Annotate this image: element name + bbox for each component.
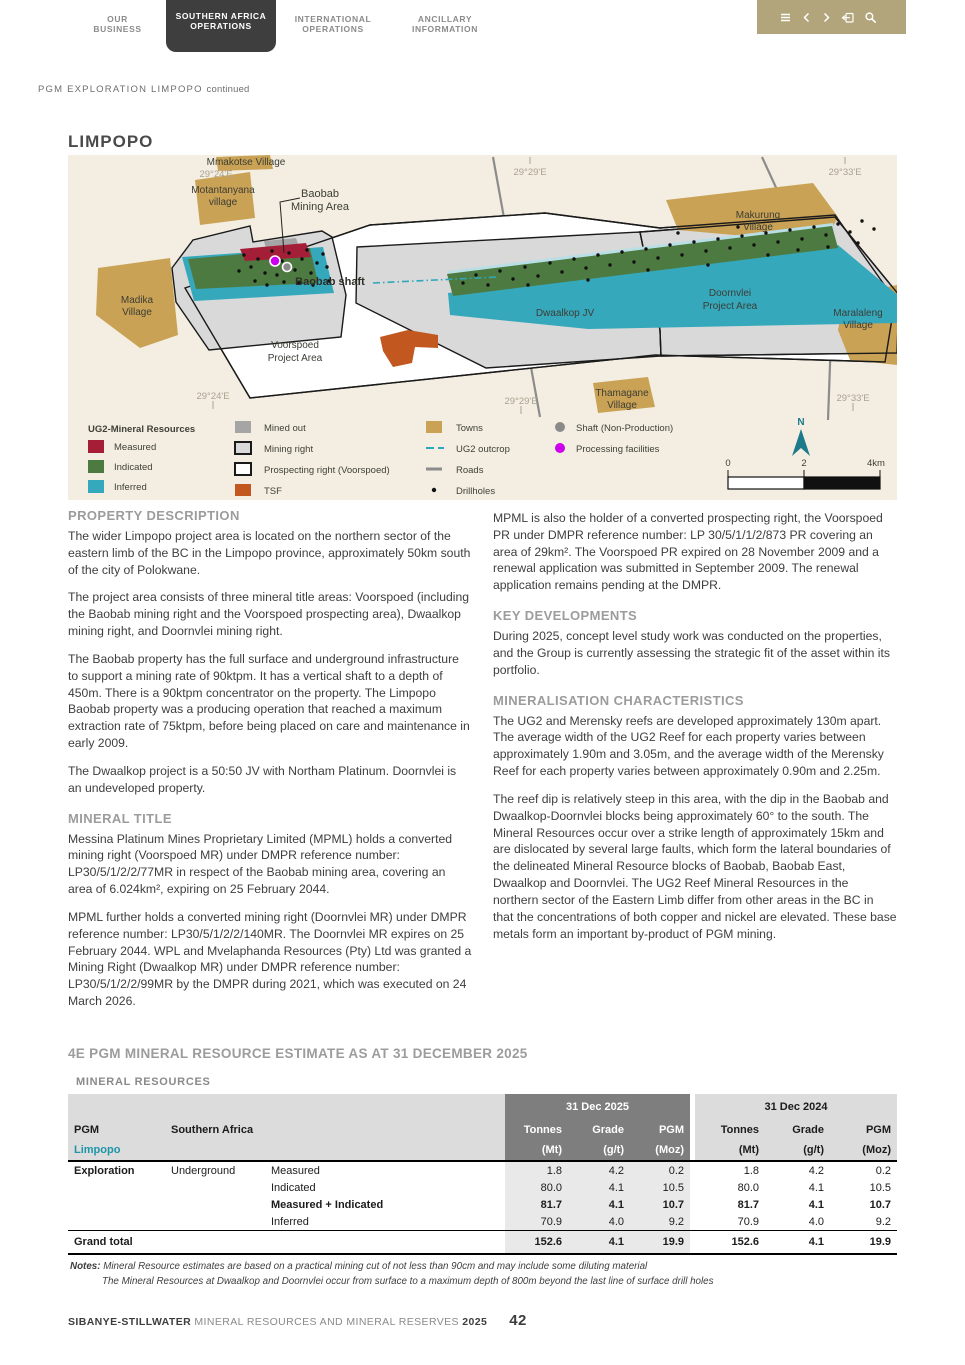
legend-header-ug2: UG2-Mineral Resources [88,424,196,435]
chevron-left-icon[interactable] [801,11,812,24]
legend-swatch-inferred [88,480,104,493]
property-description-p4: The Dwaalkop project is a 50:50 JV with Northam Platinum. Doornvlei is an undeveloped property. [68,763,457,795]
legend-label-processing: Processing facilities [576,444,660,455]
header-tonnes-2025: Tonnes [505,1120,568,1140]
header-31-dec-2024: 31 Dec 2024 [695,1094,897,1120]
mineral-title-p2: MPML further holds a converted mining right (Doornvlei MR) under DMPR reference number: LP30/5/1/2/2/140MR. The Doornvlei MR expires on 25 February 2044. WPL and Mvelaphanda Resources (Pty) Ltd was granted a Mining Right (Dwaalkop MR) under DMPR reference number: LP30/5/1/2/2/99MR by the DMPR during 2021, which was executed on 24 March 2026. [68,909,472,1009]
header-limpopo: Limpopo [68,1140,165,1161]
label-doornvlei-2: Project Area [702,301,758,312]
header-tonnes-2024: Tonnes [695,1120,765,1140]
label-makurung-1: Makurung [735,210,781,221]
cell-mining-type [165,1196,265,1213]
cell-value: 9.2 [830,1213,897,1231]
legend-label-tsf: TSF [264,486,282,497]
right-column [493,508,897,1021]
property-description-p1: The wider Limpopo project area is located on the northern sector of the eastern limb of the BC in the Limpopo province, approximately 50km south of the city of Polokwane. [68,529,471,577]
cell-value: 4.2 [808,1164,824,1177]
label-voorspoed-2: Project Area [267,353,323,364]
menu-icon[interactable] [779,11,792,24]
table-row [68,1196,897,1213]
cell-value: 152.6 [505,1231,568,1255]
breadcrumb [38,84,250,95]
label-madika-1: Madika [120,295,154,306]
header-pgm-2024: PGM [830,1120,897,1140]
cell-value: 4.0 [765,1213,830,1231]
label-mmakotse-village: Mmakotse Village [206,157,286,168]
table-row [68,1161,897,1179]
processing-facility-marker [270,256,280,266]
header-empty-4 [265,1140,360,1161]
note-text-1: Mineral Resource estimates are based on a practical mining cut of not less than 90cm and may include some diluting material [103,1261,648,1272]
legend-label-measured: Measured [114,442,157,453]
legend-swatch-indicated [88,460,104,473]
legend-swatch-mining-right [235,442,251,454]
cell-value: 10.7 [630,1196,690,1213]
label-baobab-area-2: Mining Area [290,201,350,213]
label-doornvlei-1: Doornvlei [708,288,752,299]
label-lon-29-top: 29°29'E [513,167,547,178]
cell-mining-type [165,1213,265,1231]
table-units-header-row [68,1140,897,1161]
header-pgm-2025: PGM [630,1120,690,1140]
cell-value: 1.8 [743,1164,759,1177]
left-column [68,508,472,1021]
cell-value: 4.1 [568,1196,630,1213]
mineral-title-p1: Messina Platinum Mines Proprietary Limited (MPML) holds a converted mining right (Voorspoed MR) under DMPR reference number: LP30/5/1/2/2/77MR in respect of the Baobab mining area, covering an area of 6.024km², expiring on 25 February 2044. [68,831,453,897]
label-madika-2: Village [122,307,152,318]
label-motantanyana-1: Motantanyana [191,185,255,196]
cell-value: 4.1 [808,1181,824,1194]
legend-swatch-measured [88,440,104,453]
header-moz-2024: (Moz) [830,1140,897,1161]
north-arrow-label: N [797,417,805,428]
heading-mineralisation: MINERALISATION CHARACTERISTICS [493,692,744,708]
limpopo-map [68,155,897,500]
legend-swatch-prospecting-right [235,463,251,475]
footer-brand: SIBANYE-STILLWATER [68,1316,192,1328]
cell-classification: Indicated [271,1181,316,1194]
cell-value: 10.5 [630,1179,690,1196]
scale-two: 2 [801,458,807,469]
cell-value: 4.1 [808,1198,824,1211]
header-grade-2025: Grade [568,1120,630,1140]
cell-category [68,1179,165,1196]
legend-label-towns: Towns [456,423,483,434]
legend-swatch-shaft [555,422,565,432]
cell-grand-total-label: Grand total [68,1231,505,1255]
tab-international-operations[interactable]: INTERNATIONAL OPERATIONS [294,14,372,34]
legend-swatch-processing [555,443,565,453]
legend-swatch-towns [426,421,442,433]
label-thamagane-1: Thamagane [595,388,649,399]
breadcrumb-main: PGM EXPLORATION LIMPOPO [38,84,203,95]
baobab-shaft-marker [283,263,292,272]
header-gt-2024: (g/t) [765,1140,830,1161]
tab-our-business[interactable]: OUR BUSINESS [93,14,142,34]
footer-report-title: MINERAL RESOURCES AND MINERAL RESERVES [191,1316,463,1328]
cell-value: 10.5 [869,1181,891,1194]
notes-label: Notes: [70,1261,101,1272]
label-baobab-area-1: Baobab [301,188,339,200]
cell-classification: Inferred [265,1213,505,1231]
cell-category: Exploration [74,1164,135,1177]
toolbar [757,0,906,34]
label-lon-24-top: 29°24'E [199,169,233,180]
header-southern-africa: Southern Africa [165,1120,265,1140]
resource-table-section [68,1046,897,1255]
scale-four: 4km [867,458,885,469]
page-title: LIMPOPO [68,132,154,151]
cell-value: 81.7 [505,1196,568,1213]
label-lon-29-bottom: 29°29'E [504,396,538,407]
heading-key-developments: KEY DEVELOPMENTS [493,608,638,624]
cell-value: 1.8 [505,1161,568,1179]
cell-classification: Measured [271,1164,320,1177]
legend-label-ug2-outcrop: UG2 outcrop [456,444,510,455]
table-column-header-row [68,1120,897,1140]
label-dwaalkop-jv: Dwaalkop JV [535,308,595,319]
cell-category [68,1213,165,1231]
legend-label-roads: Roads [456,465,484,476]
limpopo-map-figure [68,155,897,500]
heading-property-description: PROPERTY DESCRIPTION [68,508,240,523]
tab-southern-africa-operations[interactable]: SOUTHERN AFRICA OPERATIONS [166,0,276,52]
label-lon-33-top: 29°33'E [828,167,862,178]
cell-value: 70.9 [695,1213,765,1231]
cell-value: 4.1 [568,1179,630,1196]
header-spacer-cell [68,1094,505,1120]
legend-label-mining-right: Mining right [264,444,314,455]
cell-value: 70.9 [505,1213,568,1231]
note-line-2: The Mineral Resources at Dwaalkop and Doornvlei occur from surface to a maximum depth of 800m beyond the last line of surface drill holes [102,1275,714,1287]
cell-classification: Measured + Indicated [271,1198,384,1211]
table-subtitle: MINERAL RESOURCES [76,1076,211,1088]
voorspoed-pr-p1: MPML is also the holder of a converted prospecting right, the Voorspoed PR under DMPR reference number: LP 30/5/1/1/2/873 PR covering an area of 29km². The Voorspoed PR expired on 28 November 2009 and a renewal application was submitted in September 2009. The renewal application remains pending at the DMPR. [493,511,883,593]
legend-label-mined-out: Mined out [264,423,306,434]
footer-year: 2025 [462,1316,488,1328]
cell-value: 152.6 [695,1231,765,1255]
chevron-right-icon[interactable] [821,11,832,24]
page-footer [68,1312,527,1329]
tab-ancillary-information[interactable]: ANCILLARY INFORMATION [412,14,478,34]
legend-swatch-tsf [235,484,251,496]
legend-label-prospecting-right: Prospecting right (Voorspoed) [264,465,390,476]
label-makurung-2: Village [743,222,773,233]
legend-label-drillholes: Drillholes [456,486,496,497]
header-moz-2025: (Moz) [630,1140,690,1161]
cell-value: 80.0 [737,1181,759,1194]
exit-icon[interactable] [841,11,855,24]
label-voorspoed-1: Voorspoed [271,340,319,351]
cell-mining-type [165,1179,265,1196]
legend-label-indicated: Indicated [114,462,153,473]
cell-value: 9.2 [630,1213,690,1231]
header-pgm: PGM [68,1120,165,1140]
legend-label-shaft: Shaft (Non-Production) [576,423,674,434]
mineral-resources-table [68,1094,897,1255]
cell-value: 4.1 [568,1231,630,1255]
label-maralaleng-2: Village [843,320,873,331]
cell-value: 81.7 [737,1198,759,1211]
header-empty-5 [360,1140,505,1161]
header-empty-1 [265,1120,360,1140]
cell-value: 0.2 [875,1164,891,1177]
mineralisation-p2: The reef dip is relatively steep in this area, with the dip in the Baobab and Dwaalkop-Doornvlei blocks being approximately 60° to the south. The Mineral Resources occur over a strike length of approximately 15km and are dislocated by several large faults, which form the lateral boundaries of the delineated Mineral Resource blocks of Baobab, Baobab East, Dwaalkop and Doornvlei. The UG2 Reef Mineral Resources in the northern sector of the Eastern Limb differ from other areas in the BC in that the concentrations of both copper and nickel are elevated. These base metals form an important by-product of PGM mining. [493,791,897,941]
cell-mining-type: Underground [171,1164,236,1177]
table-row [68,1213,897,1231]
label-maralaleng-1: Maralaleng [833,308,883,319]
header-empty-3 [165,1140,265,1161]
key-developments-p1: During 2025, concept level study work was conducted on the properties, and the Group is currently assessing the strategic fit of the asset within its portfolio. [493,629,890,677]
cell-category [68,1196,165,1213]
cell-value: 19.9 [830,1231,897,1255]
label-thamagane-2: Village [607,400,637,411]
label-lon-33-bottom: 29°33'E [836,393,870,404]
table-group-header-row [68,1094,897,1120]
cell-value: 4.1 [765,1231,830,1255]
cell-value: 0.2 [630,1161,690,1179]
note-line-1 [70,1260,714,1275]
page-number: 42 [509,1312,527,1329]
header-empty-2 [360,1120,505,1140]
header-31-dec-2025: 31 Dec 2025 [505,1094,690,1120]
property-description-p3: The Baobab property has the full surface and underground infrastructure to support a mining rate of 90ktpm. It has a vertical shaft to a depth of 450m. There is a 90ktpm concentrator on the property. The Limpopo Baobab property was a producing operation that reached a maximum extraction rate of 75ktpm, before being placed on care and maintenance in early 2009. [68,651,470,751]
cell-value: 10.7 [869,1198,891,1211]
table-title: 4E PGM MINERAL RESOURCE ESTIMATE AS AT 31 DECEMBER 2025 [68,1046,528,1061]
breadcrumb-suffix: continued [206,84,250,95]
header-grade-2024: Grade [765,1120,830,1140]
label-lon-24-bottom: 29°24'E [196,391,230,402]
cell-value: 4.0 [568,1213,630,1231]
property-description-p2: The project area consists of three mineral title areas: Voorspoed (including the Baobab mining right and the Voorspoed prospecting area), Dwaalkop mining right, and Doornvlei mining right. [68,590,470,639]
header-mt-2024: (Mt) [695,1140,765,1161]
legend-swatch-drillholes [432,488,436,492]
legend-swatch-mined-out [235,421,251,433]
header-gt-2025: (g/t) [568,1140,630,1161]
header-mt-2025: (Mt) [505,1140,568,1161]
table-notes [70,1260,714,1289]
table-row [68,1179,897,1196]
table-grand-total-row [68,1231,897,1255]
label-baobab-shaft: Baobab shaft [295,276,365,288]
heading-mineral-title: MINERAL TITLE [68,810,172,826]
mineralisation-p1: The UG2 and Merensky reefs are developed approximately 130m apart. The average width of the UG2 Reef for each property varies between approximately 1.90m and 3.05m, and the average width of the Merensky Reef for each property varies between approximately 0.90m and 2.25m. [493,713,884,779]
cell-value: 80.0 [505,1179,568,1196]
search-icon[interactable] [864,11,877,24]
label-motantanyana-2: village [208,197,238,208]
body-columns [68,508,897,1021]
legend-label-inferred: Inferred [114,482,147,493]
cell-value: 4.2 [568,1161,630,1179]
cell-value: 19.9 [630,1231,690,1255]
scale-zero: 0 [725,458,731,469]
